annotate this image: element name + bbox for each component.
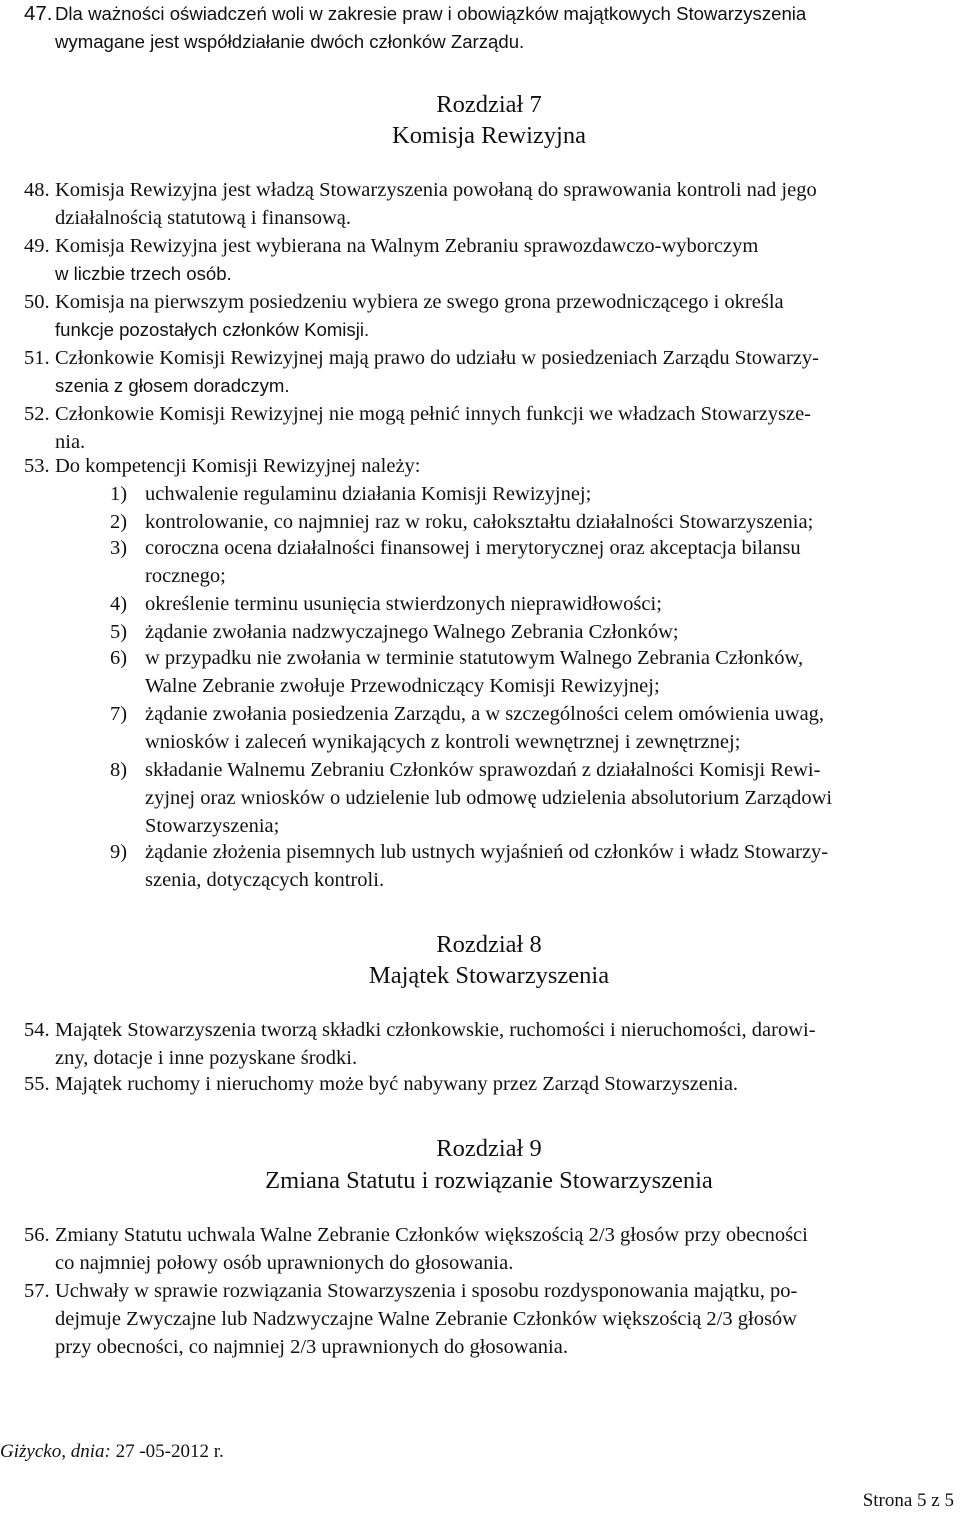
section-text-line: Majątek Stowarzyszenia tworzą składki członkowskie, ruchomości i nieruchomości, darowi-: [55, 1019, 816, 1041]
section-text-line: nia.: [55, 431, 86, 453]
section-number: 48.: [24, 179, 50, 201]
section-number: 49.: [24, 235, 50, 257]
section-text-line: przy obecności, co najmniej 2/3 uprawnionych do głosowania.: [55, 1336, 568, 1358]
section-text-line: Dla ważności oświadczeń woli w zakresie praw i obowiązków majątkowych Stowarzyszenia: [55, 3, 807, 24]
list-item-text: zyjnej oraz wniosków o udzielenie lub odmowę udzielenia absolutorium Zarządowi: [145, 787, 833, 809]
list-item-text: wniosków i zaleceń wynikających z kontroli wewnętrznej i zewnętrznej;: [145, 731, 741, 753]
page-number: Strona 5 z 5: [862, 1490, 954, 1511]
list-item-text: coroczna ocena działalności finansowej i merytorycznej oraz akceptacja bilansu: [145, 537, 801, 559]
list-item-text: żądanie zwołania posiedzenia Zarządu, a w szczególności celem omówienia uwag,: [145, 703, 825, 725]
section-text-line: Komisja Rewizyjna jest władzą Stowarzyszenia powołaną do sprawowania kontroli nad jego: [55, 179, 817, 201]
list-item-number: 5): [110, 621, 128, 643]
section-text-line: Do kompetencji Komisji Rewizyjnej należy:: [55, 455, 421, 477]
list-item-number: 8): [110, 759, 128, 781]
section-text-line: działalnością statutową i finansową.: [55, 207, 352, 229]
list-item-text: Stowarzyszenia;: [145, 815, 280, 837]
section-number: 56.: [24, 1224, 50, 1246]
footer-date: 27 -05-2012 r.: [115, 1441, 224, 1462]
list-item-text: Walne Zebranie zwołuje Przewodniczący Komisji Rewizyjnej;: [145, 675, 660, 697]
section-text-line: dejmuje Zwyczajne lub Nadzwyczajne Walne Zebranie Członków większością 2/3 głosów: [55, 1308, 797, 1330]
section-number: 47.: [24, 2, 53, 25]
list-item-number: 9): [110, 841, 128, 863]
section-text-line: wymagane jest współdziałanie dwóch członków Zarządu.: [55, 31, 525, 52]
footer-place-date: [0, 1439, 224, 1465]
list-item-text: uchwalenie regulaminu działania Komisji Rewizyjnej;: [145, 483, 592, 505]
section-text-line: zny, dotacje i inne pozyskane środki.: [55, 1047, 358, 1069]
section-number: 55.: [24, 1073, 50, 1095]
list-item-text: żądanie złożenia pisemnych lub ustnych wyjaśnień od członków i władz Stowarzy-: [145, 841, 829, 863]
list-item-number: 2): [110, 511, 128, 533]
list-item-text: składanie Walnemu Zebraniu Członków sprawozdań z działalności Komisji Rewi-: [145, 759, 821, 781]
list-item-number: 1): [110, 483, 128, 505]
section-number: 57.: [24, 1280, 50, 1302]
section-text-line: Uchwały w sprawie rozwiązania Stowarzyszenia i sposobu rozdysponowania majątku, po-: [55, 1280, 798, 1302]
list-item-text: rocznego;: [145, 565, 226, 587]
list-item-number: 7): [110, 703, 128, 725]
section-text-line: szenia z głosem doradczym.: [55, 375, 290, 396]
list-item-number: 3): [110, 537, 128, 559]
list-item-text: kontrolowanie, co najmniej raz w roku, całokształtu działalności Stowarzyszenia;: [145, 511, 814, 533]
list-item-text: w przypadku nie zwołania w terminie statutowym Walnego Zebrania Członków,: [145, 647, 804, 669]
section-number: 50.: [24, 291, 50, 313]
section-number: 53.: [24, 455, 50, 477]
section-text-line: Komisja Rewizyjna jest wybierana na Walnym Zebraniu sprawozdawczo-wyborczym: [55, 235, 759, 257]
section-text-line: Członkowie Komisji Rewizyjnej nie mogą pełnić innych funkcji we władzach Stowarzysze-: [55, 403, 812, 425]
chapter-title: Komisja Rewizyjna: [392, 122, 586, 149]
section-text-line: Majątek ruchomy i nieruchomy może być nabywany przez Zarząd Stowarzyszenia.: [55, 1073, 739, 1095]
list-item-number: 4): [110, 593, 128, 615]
section-text-line: Zmiany Statutu uchwala Walne Zebranie Członków większością 2/3 głosów przy obecności: [55, 1224, 808, 1246]
section-text-line: Członkowie Komisji Rewizyjnej mają prawo do udziału w posiedzeniach Zarządu Stowarzy-: [55, 347, 819, 369]
list-item-text: żądanie zwołania nadzwyczajnego Walnego Zebrania Członków;: [145, 621, 679, 643]
section-text-line: funkcje pozostałych członków Komisji.: [55, 319, 370, 340]
chapter-title: Majątek Stowarzyszenia: [368, 962, 610, 989]
section-text-line: co najmniej połowy osób uprawnionych do głosowania.: [55, 1252, 514, 1274]
list-item-text: określenie terminu usunięcia stwierdzonych nieprawidłowości;: [145, 593, 662, 615]
section-number: 52.: [24, 403, 50, 425]
footer-place: Giżycko, dnia:: [0, 1441, 111, 1462]
chapter-title: Zmiana Statutu i rozwiązanie Stowarzyszenia: [265, 1167, 713, 1194]
chapter-label: Rozdział 9: [436, 1135, 542, 1162]
chapter-label: Rozdział 8: [436, 931, 542, 958]
section-number: 54.: [24, 1019, 50, 1041]
section-number: 51.: [24, 347, 50, 369]
list-item-number: 6): [110, 647, 128, 669]
list-item-text: szenia, dotyczących kontroli.: [145, 869, 385, 891]
section-text-line: w liczbie trzech osób.: [55, 263, 232, 284]
section-text-line: Komisja na pierwszym posiedzeniu wybiera ze swego grona przewodniczącego i określa: [55, 291, 784, 313]
chapter-label: Rozdział 7: [436, 91, 542, 118]
